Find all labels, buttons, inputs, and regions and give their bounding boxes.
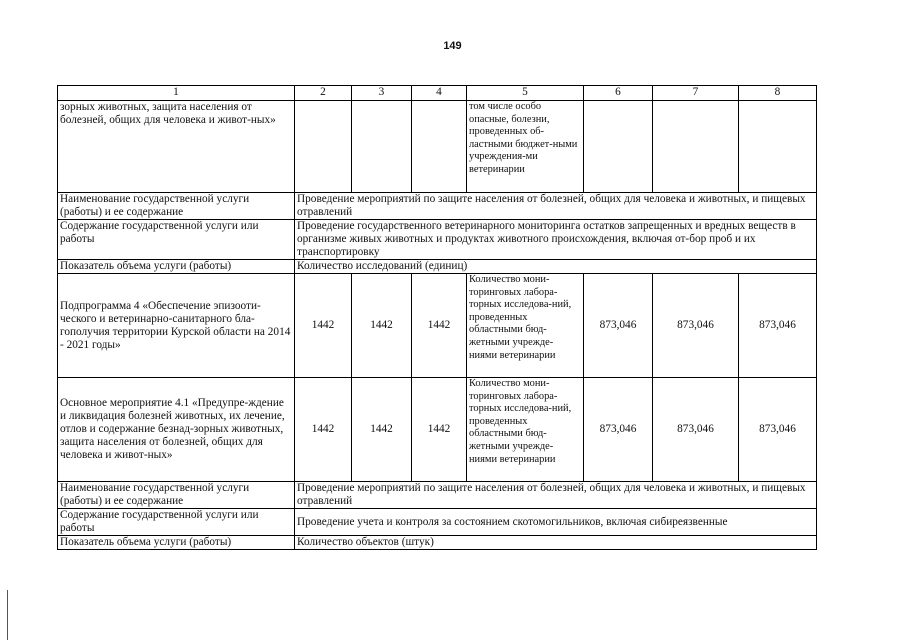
header-cell: 2 [295,86,352,101]
service-content-label: Содержание государственной услуги или работы [58,220,295,260]
service-indicator-value: Количество объектов (штук) [295,536,817,550]
value-cell: 873,046 [584,378,653,482]
continued-row [58,101,817,193]
service-name-value: Проведение мероприятий по защите населения от болезней, общих для человека и животных, и пищевых отравлений [295,482,817,509]
value-cell: 1442 [295,378,352,482]
empty-cell [653,101,739,193]
header-cell: 6 [584,86,653,101]
indicator-cell: Количество мони-торинговых лабора-торных исследова-ний, проведенных областными бюд-жетными учрежде-ниями ветеринарии [467,378,584,482]
service-indicator-label: Показатель объема услуги (работы) [58,536,295,550]
header-cell: 5 [467,86,584,101]
empty-cell [412,101,467,193]
value-cell: 1442 [412,378,467,482]
empty-cell [352,101,412,193]
value-cell: 1442 [352,378,412,482]
empty-cell [739,101,817,193]
service-content-row [58,509,817,536]
main-measure-row [58,378,817,482]
header-cell: 1 [58,86,295,101]
value-cell: 1442 [352,274,412,378]
service-indicator-value: Количество исследований (единиц) [295,260,817,274]
service-content-label: Содержание государственной услуги или работы [58,509,295,536]
empty-cell [295,101,352,193]
service-name-row [58,193,817,220]
header-cell: 3 [352,86,412,101]
header-cell: 4 [412,86,467,101]
value-cell: 1442 [295,274,352,378]
empty-cell [584,101,653,193]
subprogram-name: Подпрограмма 4 «Обеспечение эпизооти-ческого и ветеринарно-санитарного бла-гополучия территории Курской области на 2014 - 2021 годы» [58,274,295,378]
service-content-value: Проведение государственного ветеринарного мониторинга остатков запрещенных и вредных веществ в организме живых животных и продуктах животного происхождения, включая от-бор проб и их транспортировку [295,220,817,260]
service-indicator-row [58,536,817,550]
service-indicator-row [58,260,817,274]
service-name-label: Наименование государственной услуги (работы) и ее содержание [58,482,295,509]
service-content-row [58,220,817,260]
page-number: 149 [443,40,462,52]
state-task-table [57,85,817,550]
header-cell: 7 [653,86,739,101]
value-cell: 873,046 [653,378,739,482]
service-indicator-label: Показатель объема услуги (работы) [58,260,295,274]
value-cell: 873,046 [653,274,739,378]
column-number-row [58,86,817,101]
value-cell: 873,046 [584,274,653,378]
service-content-value: Проведение учета и контроля за состоянием скотомогильников, включая сибиреязвенные [295,509,817,536]
main-measure-name: Основное мероприятие 4.1 «Предупре-ждение и ликвидация болезней животных, их лечение, отлов и содержание безнад-зорных животных, защита населения от болезней, общих для человека и живот-ных» [58,378,295,482]
scan-margin-line [7,590,8,640]
continued-name-cell: зорных животных, защита населения от болезней, общих для человека и живот-ных» [58,101,295,193]
continued-indicator-cell: том числе особо опасные, болезни, проведенных об-ластными бюджет-ными учреждения-ми ветеринарии [467,101,584,193]
service-name-row [58,482,817,509]
indicator-cell: Количество мони-торинговых лабора-торных исследова-ний, проведенных областными бюд-жетными учрежде-ниями ветеринарии [467,274,584,378]
value-cell: 873,046 [739,274,817,378]
value-cell: 873,046 [739,378,817,482]
service-name-label: Наименование государственной услуги (работы) и ее содержание [58,193,295,220]
service-name-value: Проведение мероприятий по защите населения от болезней, общих для человека и животных, и пищевых отравлений [295,193,817,220]
subprogram-row [58,274,817,378]
value-cell: 1442 [412,274,467,378]
header-cell: 8 [739,86,817,101]
